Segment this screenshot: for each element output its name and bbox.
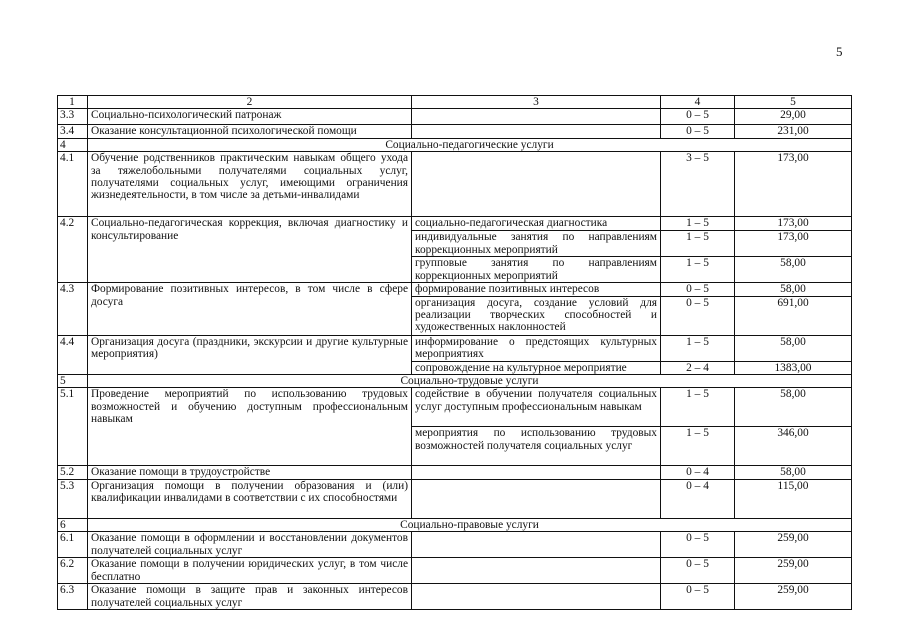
service-price: 259,00 [735,532,852,558]
service-code: 5.1 [58,388,88,466]
service-range: 1 – 5 [661,388,735,427]
sub-service: информирование о предстоящих культурных мероприятиях [412,335,661,361]
section-title: Социально-трудовые услуги [88,375,852,388]
service-name: Формирование позитивных интересов, в том числе в сфере досуга [88,283,412,335]
service-price: 58,00 [735,466,852,479]
sub-service [412,109,661,125]
table-row [58,125,852,138]
service-range: 1 – 5 [661,257,735,283]
service-range: 0 – 4 [661,479,735,518]
service-range: 3 – 5 [661,152,735,217]
service-range: 0 – 5 [661,109,735,125]
service-range: 0 – 5 [661,283,735,296]
service-name: Организация досуга (праздники, экскурсии и другие культурные мероприятия) [88,335,412,374]
service-price: 1383,00 [735,361,852,374]
sub-service: групповые занятия по направлениям коррекционных мероприятий [412,257,661,283]
section-code: 5 [58,375,88,388]
service-range: 1 – 5 [661,217,735,231]
table-row [58,388,852,427]
header-cell: 2 [88,96,412,109]
sub-service [412,532,661,558]
service-price: 58,00 [735,283,852,296]
table-row [58,283,852,296]
service-code: 3.3 [58,109,88,125]
sub-service: организация досуга, создание условий для реализации творческих способностей и художественных наклонностей [412,296,661,335]
sub-service [412,584,661,610]
table-row [58,584,852,610]
sub-service: формирование позитивных интересов [412,283,661,296]
header-cell: 4 [661,96,735,109]
service-price: 346,00 [735,427,852,466]
service-price: 259,00 [735,558,852,584]
service-range: 0 – 5 [661,584,735,610]
table-row [58,466,852,479]
service-code: 5.2 [58,466,88,479]
service-name: Оказание помощи в получении юридических услуг, в том числе бесплатно [88,558,412,584]
section-row [58,138,852,151]
header-cell: 1 [58,96,88,109]
service-name: Оказание помощи в трудоустройстве [88,466,412,479]
service-code: 6.2 [58,558,88,584]
service-name: Организация помощи в получении образования и (или) квалификации инвалидами в соответствии с их способностями [88,479,412,518]
service-name: Социально-педагогическая коррекция, включая диагностику и консультирование [88,217,412,283]
service-price: 259,00 [735,584,852,610]
sub-service: мероприятия по использованию трудовых возможностей получателя социальных услуг [412,427,661,466]
service-range: 0 – 5 [661,125,735,138]
table-row [58,335,852,361]
table-row [58,558,852,584]
table-row [58,109,852,125]
table-row [58,152,852,217]
service-price: 691,00 [735,296,852,335]
service-range: 1 – 5 [661,427,735,466]
sub-service: содействие в обучении получателя социальных услуг доступным профессиональным навыкам [412,388,661,427]
service-name: Оказание помощи в защите прав и законных интересов получателей социальных услуг [88,584,412,610]
service-name: Обучение родственников практическим навыкам общего ухода за тяжелобольными получателями социальных услуг, получателями социальных услуг, имеющими ограничения жизнедеятельности, в том числе за детьми-инвалидами [88,152,412,217]
section-title: Социально-педагогические услуги [88,138,852,151]
service-code: 4.4 [58,335,88,374]
service-name: Оказание консультационной психологической помощи [88,125,412,138]
service-price: 58,00 [735,335,852,361]
sub-service [412,466,661,479]
sub-service [412,125,661,138]
service-code: 3.4 [58,125,88,138]
table-row [58,532,852,558]
service-code: 4.1 [58,152,88,217]
header-cell: 5 [735,96,852,109]
service-range: 0 – 5 [661,558,735,584]
service-code: 6.3 [58,584,88,610]
sub-service [412,558,661,584]
service-range: 0 – 5 [661,532,735,558]
service-price: 58,00 [735,257,852,283]
services-table [57,95,852,610]
service-range: 1 – 5 [661,231,735,257]
service-range: 2 – 4 [661,361,735,374]
sub-service: сопровождение на культурное мероприятие [412,361,661,374]
section-code: 6 [58,518,88,531]
service-range: 0 – 5 [661,296,735,335]
service-price: 115,00 [735,479,852,518]
header-cell: 3 [412,96,661,109]
table-row [58,479,852,518]
service-range: 0 – 4 [661,466,735,479]
service-price: 231,00 [735,125,852,138]
service-code: 4.3 [58,283,88,335]
sub-service: индивидуальные занятия по направлениям коррекционных мероприятий [412,231,661,257]
service-range: 1 – 5 [661,335,735,361]
header-row [58,96,852,109]
service-code: 4.2 [58,217,88,283]
section-row [58,375,852,388]
service-code: 6.1 [58,532,88,558]
service-name: Социально-психологический патронаж [88,109,412,125]
service-name: Оказание помощи в оформлении и восстановлении документов получателей социальных услуг [88,532,412,558]
service-price: 173,00 [735,217,852,231]
service-price: 29,00 [735,109,852,125]
section-title: Социально-правовые услуги [88,518,852,531]
service-price: 173,00 [735,152,852,217]
sub-service [412,152,661,217]
section-code: 4 [58,138,88,151]
page-number: 5 [836,44,843,59]
service-price: 173,00 [735,231,852,257]
service-price: 58,00 [735,388,852,427]
sub-service [412,479,661,518]
service-code: 5.3 [58,479,88,518]
sub-service: социально-педагогическая диагностика [412,217,661,231]
service-name: Проведение мероприятий по использованию трудовых возможностей и обучению доступным профессиональным навыкам [88,388,412,466]
section-row [58,518,852,531]
table-row [58,217,852,231]
